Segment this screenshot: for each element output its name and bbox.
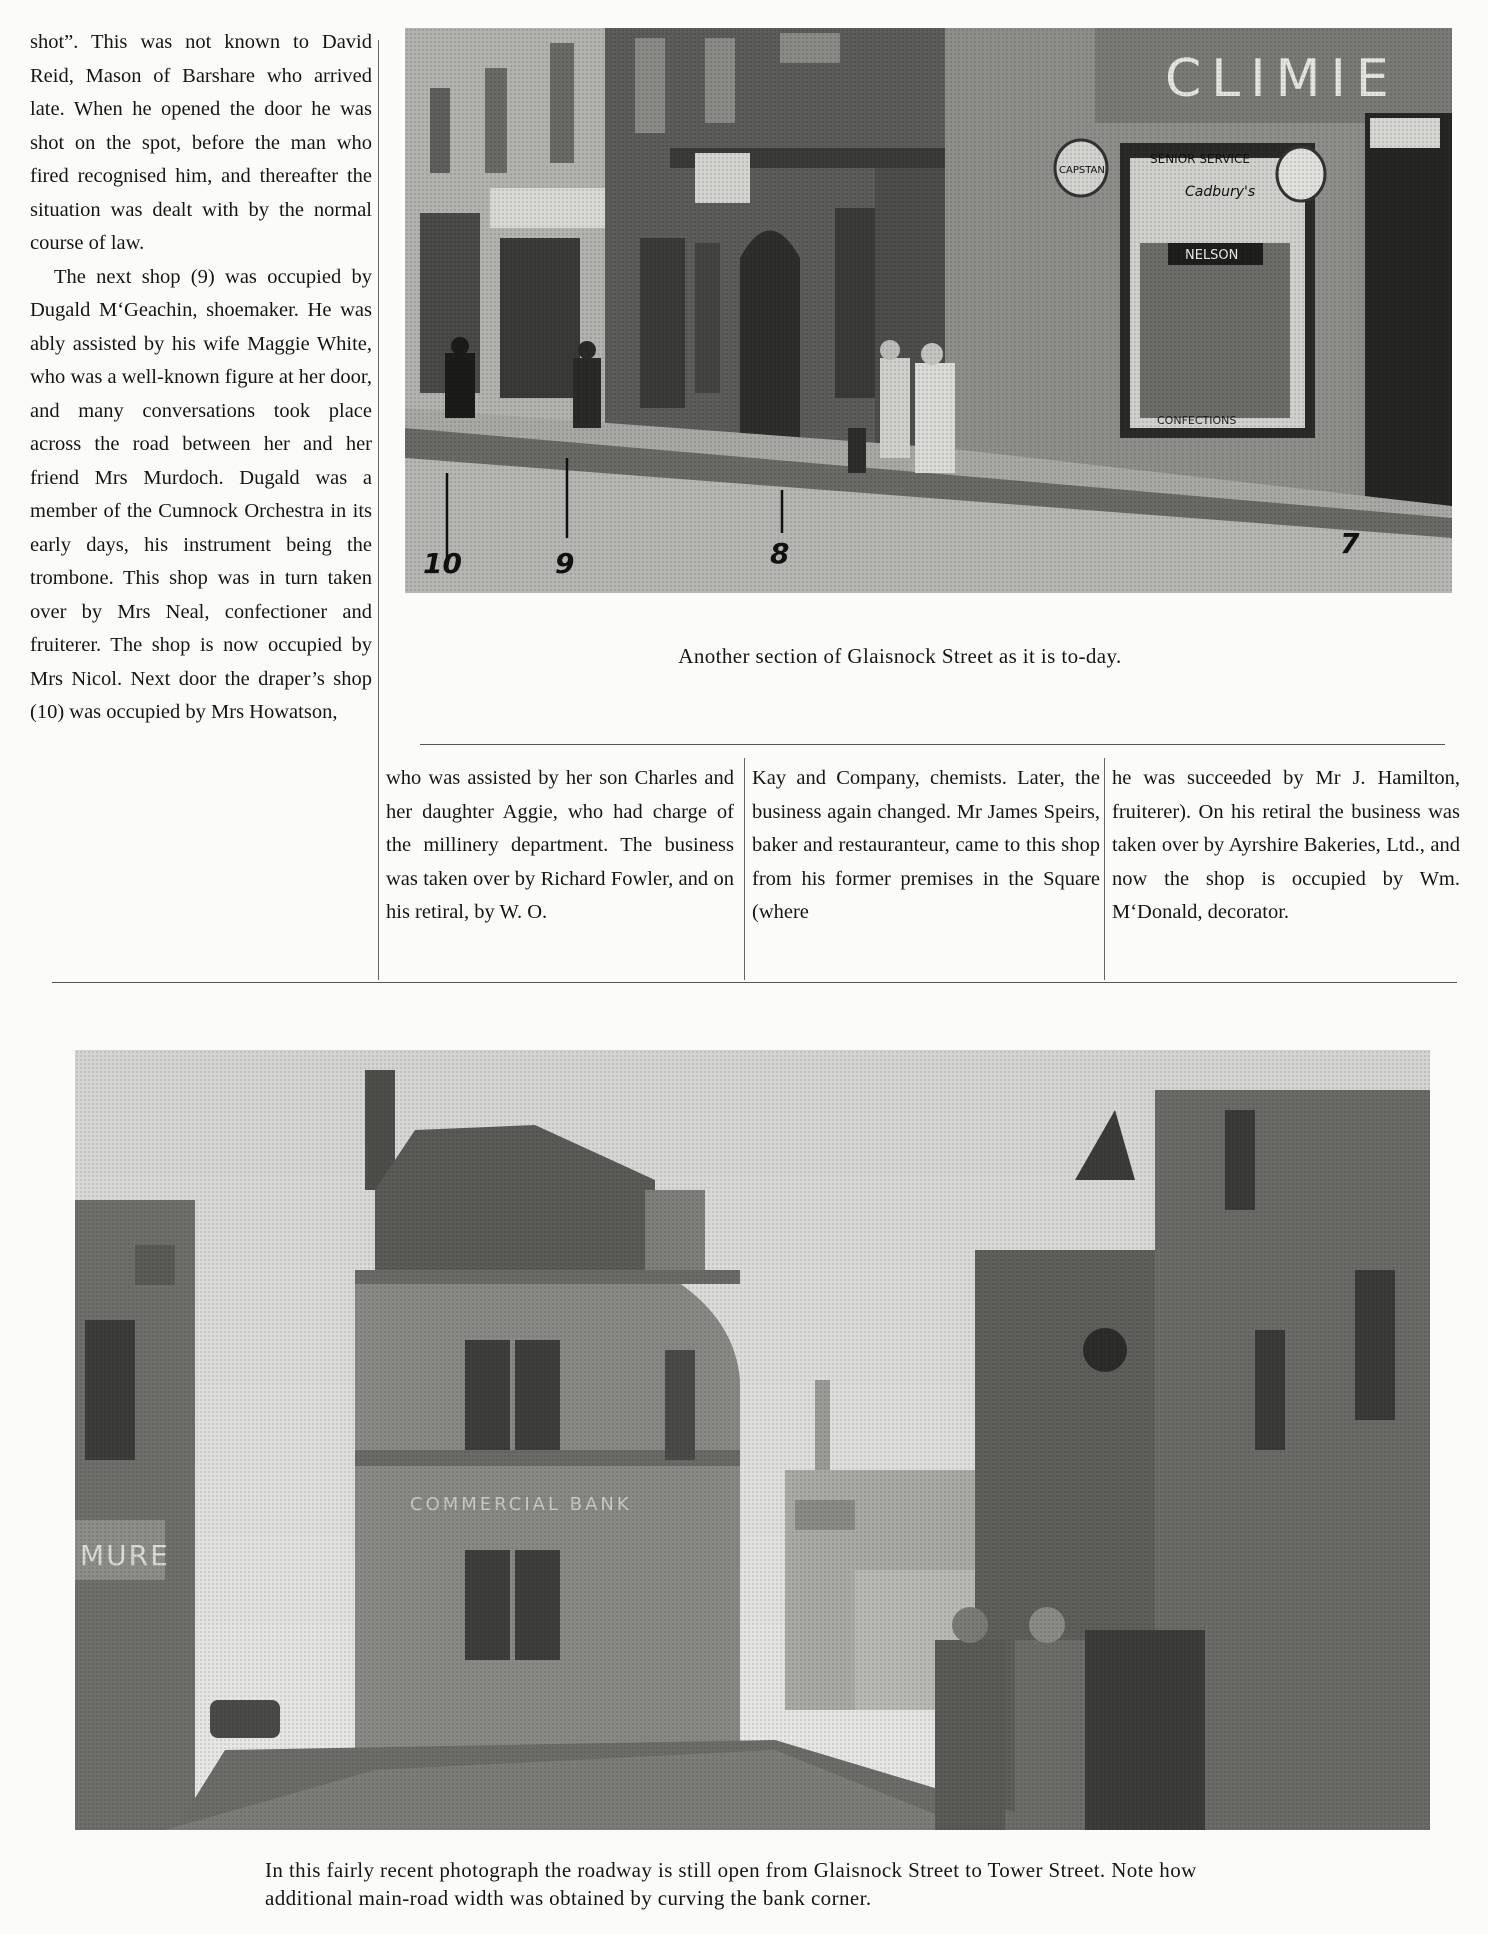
column-rule-b2 (1104, 758, 1105, 980)
paragraph-1: shot”. This was not known to David Reid, Mason of Barshare who arrived late. When he opened the door he was shot on the spot, before the man who fired recognised him, and thereafter the situation was dealt with by the normal course of law. (30, 31, 372, 254)
column-rule-left (378, 40, 379, 980)
top-photo-image (405, 28, 1452, 593)
bottom-text-column-2: Kay and Company, chemists. Later, the business again changed. Mr James Speirs, baker and restauranteur, came to this shop from his former premises in the Square (where (752, 767, 1100, 923)
bottom-photo-caption: In this fairly recent photograph the roadway is still open from Glaisnock Street to Tower Street. Note how additional main-road width was obtained by curving the bank corner. (265, 1858, 1197, 1910)
top-photo (405, 28, 1452, 593)
section-rule-bottom (52, 982, 1457, 983)
paragraph-2: The next shop (9) was occupied by Dugald M‘Geachin, shoemaker. He was ably assisted by his wife Maggie White, who was a well-known figure at her door, and many conversations took place across the road between her and her friend Mrs Murdoch. Dugald was a member of the Cumnock Orchestra in its early days, his instrument being the trombone. This shop was in turn taken over by Mrs Neal, confectioner and fruiterer. The shop is now occupied by Mrs Nicol. Next door the draper’s shop (10) was occupied by Mrs Howatson, (30, 265, 372, 723)
column-rule-b1 (744, 758, 745, 980)
bottom-photo-image (75, 1050, 1430, 1830)
bottom-text-column-3: he was succeeded by Mr J. Hamilton, fruiterer). On his retiral the business was taken over by Ayrshire Bakeries, Ltd., and now the shop is occupied by Wm. M‘Donald, decorator. (1112, 767, 1460, 923)
section-rule-top (420, 744, 1445, 745)
left-text-column (30, 26, 372, 730)
bottom-photo (75, 1050, 1430, 1830)
bottom-text-column-1: who was assisted by her son Charles and her daughter Aggie, who had charge of the millinery department. The business was taken over by Richard Fowler, and on his retiral, by W. O. (386, 767, 734, 923)
top-photo-caption: Another section of Glaisnock Street as it is to-day. (678, 644, 1122, 668)
